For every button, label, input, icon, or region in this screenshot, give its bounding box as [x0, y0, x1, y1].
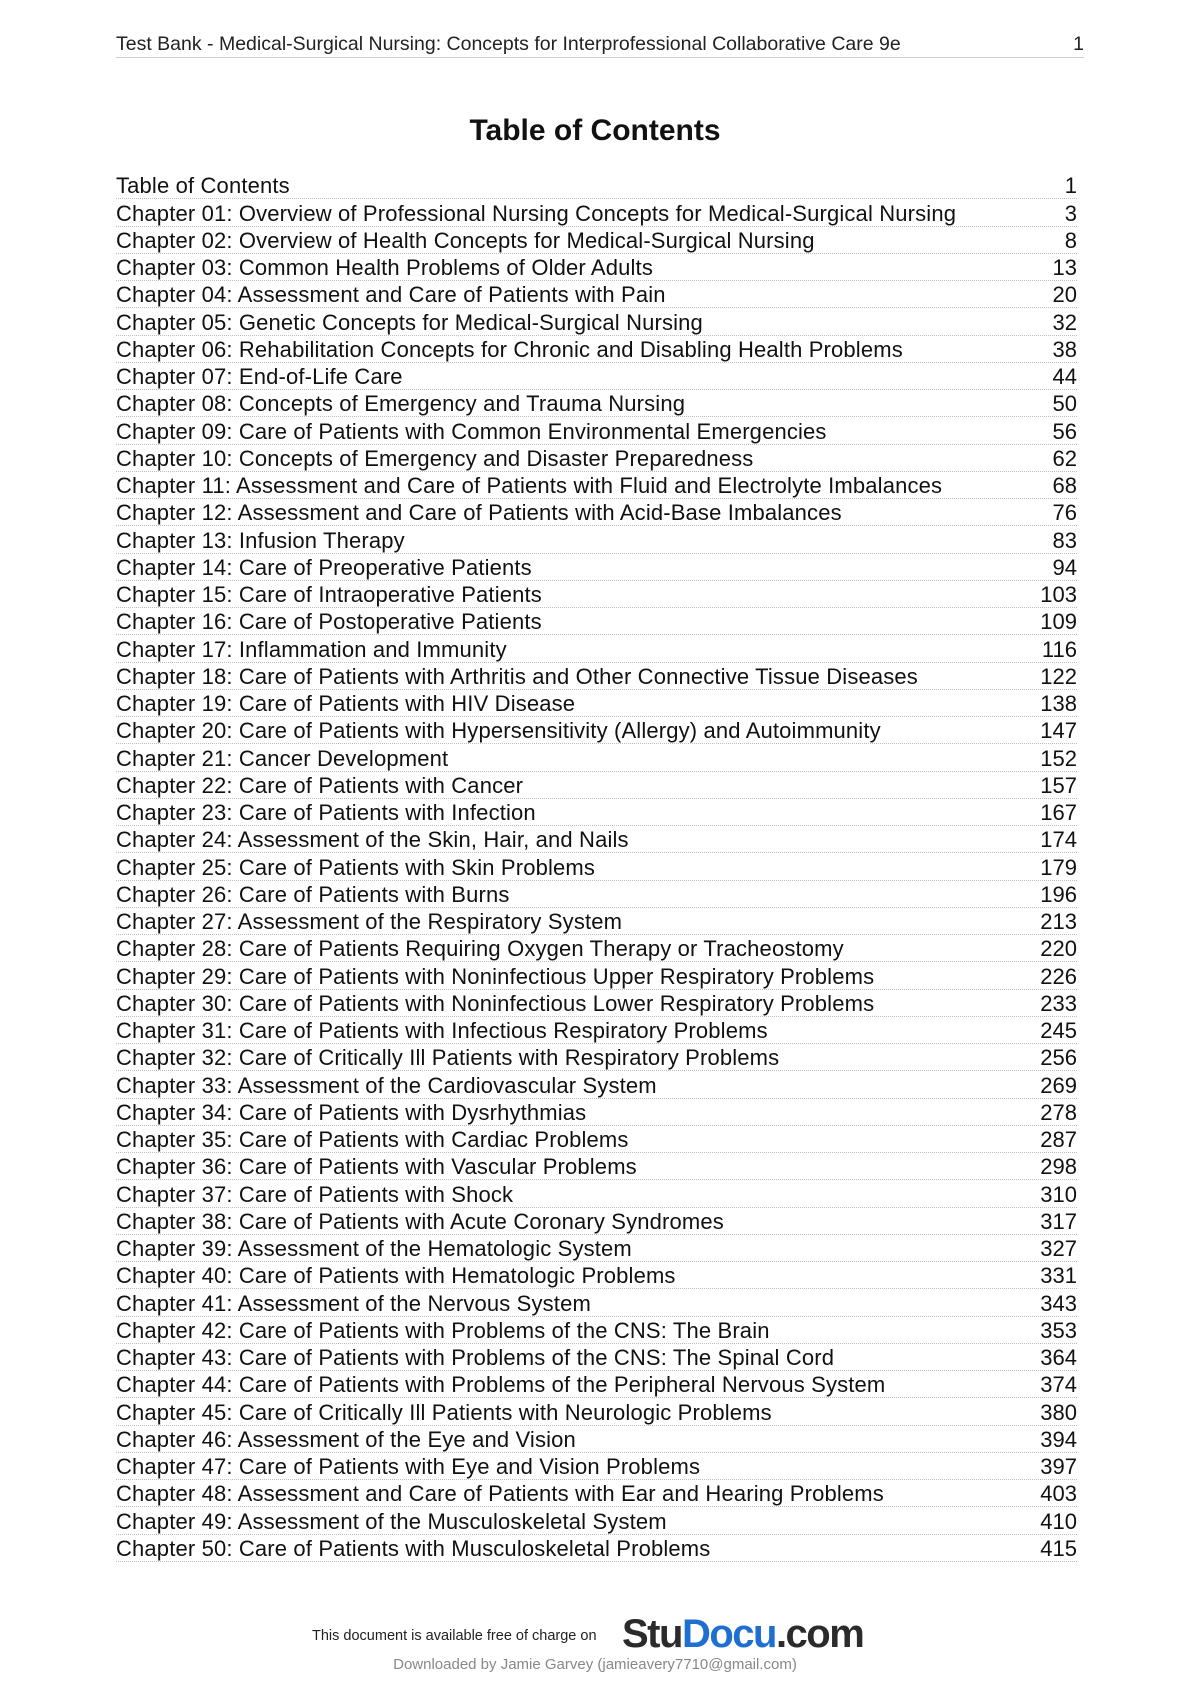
- toc-entry[interactable]: [116, 690, 1077, 717]
- toc-entry-title: Chapter 48: Assessment and Care of Patients with Ear and Hearing Problems: [116, 1481, 884, 1507]
- toc-entry-title: Chapter 10: Concepts of Emergency and Disaster Preparedness: [116, 445, 754, 471]
- toc-entry-title: Chapter 38: Care of Patients with Acute Coronary Syndromes: [116, 1208, 724, 1234]
- toc-entry[interactable]: [116, 744, 1077, 771]
- toc-entry-page: 68: [1052, 473, 1077, 498]
- logo-com: .com: [775, 1612, 864, 1656]
- toc-entry-page: 380: [1040, 1399, 1077, 1425]
- toc-entry-page: 394: [1040, 1426, 1077, 1452]
- toc-entry[interactable]: [116, 1153, 1077, 1180]
- toc-entry[interactable]: [116, 499, 1077, 526]
- toc-entry-page: 343: [1040, 1290, 1077, 1316]
- toc-entry-title: Chapter 14: Care of Preoperative Patients: [116, 554, 532, 580]
- toc-entry-page: 1: [1064, 173, 1077, 199]
- toc-entry[interactable]: [116, 908, 1077, 935]
- toc-entry-title: Chapter 44: Care of Patients with Problems of the Peripheral Nervous System: [116, 1372, 886, 1398]
- toc-entry-page: 415: [1040, 1535, 1077, 1561]
- toc-entry-page: 44: [1052, 364, 1077, 389]
- toc-entry-title: Chapter 20: Care of Patients with Hypersensitivity (Allergy) and Autoimmunity: [116, 718, 881, 744]
- toc-entry-title: Chapter 30: Care of Patients with Noninfectious Lower Respiratory Problems: [116, 990, 875, 1016]
- toc-entry-title: Chapter 26: Care of Patients with Burns: [116, 881, 510, 907]
- toc-entry[interactable]: [116, 1044, 1077, 1071]
- toc-entry-page: 147: [1040, 718, 1077, 744]
- toc-entry[interactable]: [116, 1262, 1077, 1289]
- toc-entry[interactable]: [116, 1099, 1077, 1126]
- toc-entry-page: 103: [1040, 582, 1077, 607]
- toc-entry-title: Chapter 07: End-of-Life Care: [116, 364, 403, 389]
- toc-entry-title: Chapter 36: Care of Patients with Vascular Problems: [116, 1154, 637, 1180]
- toc-entry-title: Chapter 08: Concepts of Emergency and Trauma Nursing: [116, 391, 686, 417]
- toc-entry[interactable]: [116, 962, 1077, 989]
- toc-entry[interactable]: [116, 1017, 1077, 1044]
- toc-entry[interactable]: [116, 172, 1077, 199]
- toc-entry-page: 233: [1040, 990, 1077, 1016]
- toc-entry-title: Chapter 03: Common Health Problems of Older Adults: [116, 255, 653, 280]
- toc-entry[interactable]: [116, 281, 1077, 308]
- toc-entry[interactable]: [116, 1371, 1077, 1398]
- toc-entry[interactable]: [116, 1317, 1077, 1344]
- toc-entry-title: Chapter 35: Care of Patients with Cardiac Problems: [116, 1127, 629, 1152]
- toc-entry-page: 32: [1052, 309, 1077, 335]
- toc-entry[interactable]: [116, 1426, 1077, 1453]
- toc-entry[interactable]: [116, 1344, 1077, 1371]
- toc-entry-title: Chapter 41: Assessment of the Nervous System: [116, 1290, 591, 1316]
- toc-entry-title: Chapter 25: Care of Patients with Skin Problems: [116, 854, 596, 880]
- toc-entry-title: Chapter 12: Assessment and Care of Patients with Acid-Base Imbalances: [116, 500, 842, 526]
- toc-entry-page: 397: [1040, 1454, 1077, 1479]
- toc-entry[interactable]: [116, 635, 1077, 662]
- toc-entry-title: Chapter 37: Care of Patients with Shock: [116, 1181, 514, 1207]
- toc-entry-page: 364: [1040, 1345, 1077, 1370]
- toc-entry-page: 38: [1052, 336, 1077, 362]
- toc-entry-title: Table of Contents: [116, 173, 290, 199]
- toc-entry[interactable]: [116, 308, 1077, 335]
- toc-entry-page: 157: [1040, 772, 1077, 798]
- toc-entry[interactable]: [116, 445, 1077, 472]
- toc-entry-page: 109: [1040, 609, 1077, 635]
- toc-entry[interactable]: [116, 472, 1077, 499]
- document-title: Test Bank - Medical-Surgical Nursing: Concepts for Interprofessional Collaborative Care 9e: [116, 33, 901, 55]
- toc-entry-title: Chapter 05: Genetic Concepts for Medical-Surgical Nursing: [116, 309, 703, 335]
- toc-entry[interactable]: [116, 1126, 1077, 1153]
- toc-entry-title: Chapter 28: Care of Patients Requiring Oxygen Therapy or Tracheostomy: [116, 936, 844, 962]
- toc-entry-page: 174: [1040, 827, 1077, 853]
- toc-entry[interactable]: [116, 199, 1077, 226]
- toc-entry[interactable]: [116, 1071, 1077, 1098]
- toc-entry[interactable]: [116, 853, 1077, 880]
- toc-entry-title: Chapter 16: Care of Postoperative Patients: [116, 609, 542, 635]
- toc-entry[interactable]: [116, 1398, 1077, 1425]
- page-footer: [0, 1612, 1190, 1660]
- toc-entry[interactable]: [116, 1507, 1077, 1534]
- toc-entry[interactable]: [116, 881, 1077, 908]
- toc-entry-title: Chapter 39: Assessment of the Hematologic System: [116, 1236, 632, 1261]
- toc-entry-title: Chapter 29: Care of Patients with Noninfectious Upper Respiratory Problems: [116, 963, 875, 989]
- toc-entry[interactable]: [116, 935, 1077, 962]
- toc-entry-page: 179: [1040, 854, 1077, 880]
- toc-entry-title: Chapter 11: Assessment and Care of Patients with Fluid and Electrolyte Imbalances: [116, 473, 943, 498]
- toc-entry-page: 226: [1040, 963, 1077, 989]
- availability-note: This document is available free of charge on: [312, 1628, 597, 1644]
- toc-entry-title: Chapter 46: Assessment of the Eye and Vision: [116, 1426, 576, 1452]
- studocu-logo[interactable]: [622, 1612, 863, 1656]
- toc-entry-title: Chapter 27: Assessment of the Respiratory System: [116, 909, 623, 934]
- toc-entry-title: Chapter 21: Cancer Development: [116, 745, 449, 771]
- toc-entry-page: 374: [1040, 1372, 1077, 1398]
- toc-entry-page: 62: [1052, 445, 1077, 471]
- toc-entry-title: Chapter 33: Assessment of the Cardiovascular System: [116, 1072, 657, 1098]
- toc-entry-title: Chapter 09: Care of Patients with Common Environmental Emergencies: [116, 418, 827, 444]
- toc-entry-page: 278: [1040, 1099, 1077, 1125]
- toc-entry-page: 220: [1040, 936, 1077, 962]
- toc-entry[interactable]: [116, 1289, 1077, 1316]
- toc-entry[interactable]: [116, 581, 1077, 608]
- toc-entry[interactable]: [116, 227, 1077, 254]
- toc-entry-page: 353: [1040, 1317, 1077, 1343]
- toc-entry-page: 83: [1052, 527, 1077, 553]
- toc-entry-page: 213: [1040, 909, 1077, 934]
- toc-entry-page: 116: [1041, 636, 1077, 662]
- toc-entry[interactable]: [116, 336, 1077, 363]
- toc-entry-page: 245: [1040, 1018, 1077, 1043]
- toc-entry-page: 50: [1052, 391, 1077, 417]
- toc-entry[interactable]: [116, 990, 1077, 1017]
- toc-entry-title: Chapter 24: Assessment of the Skin, Hair, and Nails: [116, 827, 629, 853]
- toc-entry-title: Chapter 15: Care of Intraoperative Patients: [116, 582, 542, 607]
- toc-entry-page: 298: [1040, 1154, 1077, 1180]
- toc-entry[interactable]: [116, 799, 1077, 826]
- logo-docu: Docu: [681, 1612, 776, 1656]
- toc-entry[interactable]: [116, 1235, 1077, 1262]
- toc-entry-title: Chapter 47: Care of Patients with Eye and Vision Problems: [116, 1454, 701, 1479]
- page-header: [116, 33, 1084, 58]
- toc-entry-page: 327: [1040, 1236, 1077, 1261]
- toc-entry-page: 256: [1040, 1045, 1077, 1071]
- toc-entry-title: Chapter 43: Care of Patients with Problems of the CNS: The Spinal Cord: [116, 1345, 835, 1370]
- toc-entry-title: Chapter 23: Care of Patients with Infection: [116, 800, 536, 825]
- toc-entry[interactable]: [116, 363, 1077, 390]
- toc-entry[interactable]: [116, 608, 1077, 635]
- toc-entry-title: Chapter 22: Care of Patients with Cancer: [116, 772, 524, 798]
- toc-entry-title: Chapter 04: Assessment and Care of Patients with Pain: [116, 282, 666, 308]
- downloaded-by-note: Downloaded by Jamie Garvey (jamieavery7710@gmail.com): [393, 1656, 797, 1673]
- toc-entry-title: Chapter 45: Care of Critically Ill Patients with Neurologic Problems: [116, 1399, 772, 1425]
- toc-entry-page: 287: [1040, 1127, 1077, 1152]
- toc-entry-title: Chapter 34: Care of Patients with Dysrhythmias: [116, 1099, 587, 1125]
- toc-entry[interactable]: [116, 1180, 1077, 1207]
- toc-entry[interactable]: [116, 1208, 1077, 1235]
- toc-entry-page: 3: [1064, 200, 1077, 226]
- toc-entry[interactable]: [116, 417, 1077, 444]
- toc-entry[interactable]: [116, 772, 1077, 799]
- toc-entry-page: 122: [1040, 663, 1077, 689]
- toc-entry-page: 317: [1040, 1208, 1077, 1234]
- toc-entry-title: Chapter 50: Care of Patients with Musculoskeletal Problems: [116, 1535, 711, 1561]
- toc-entry-page: 94: [1052, 554, 1077, 580]
- toc-entry-title: Chapter 01: Overview of Professional Nursing Concepts for Medical-Surgical Nursing: [116, 200, 957, 226]
- toc-entry-page: 310: [1040, 1181, 1077, 1207]
- toc-entry-title: Chapter 18: Care of Patients with Arthritis and Other Connective Tissue Diseases: [116, 663, 918, 689]
- toc-entry-title: Chapter 32: Care of Critically Ill Patients with Respiratory Problems: [116, 1045, 780, 1071]
- toc-entry-page: 331: [1040, 1263, 1077, 1289]
- toc-entry[interactable]: [116, 1453, 1077, 1480]
- toc-entry-title: Chapter 17: Inflammation and Immunity: [116, 636, 507, 662]
- toc-entry-title: Chapter 06: Rehabilitation Concepts for Chronic and Disabling Health Problems: [116, 336, 903, 362]
- toc-entry[interactable]: [116, 663, 1077, 690]
- toc-entry-page: 20: [1052, 282, 1077, 308]
- toc-entry[interactable]: [116, 1535, 1077, 1562]
- toc-entry-page: 8: [1064, 227, 1077, 253]
- toc-entry[interactable]: [116, 526, 1077, 553]
- toc-entry-title: Chapter 19: Care of Patients with HIV Disease: [116, 691, 576, 716]
- toc-entry-title: Chapter 13: Infusion Therapy: [116, 527, 405, 553]
- toc-entry[interactable]: [116, 1480, 1077, 1507]
- logo-stu: Stu: [622, 1612, 682, 1656]
- toc-entry-title: Chapter 49: Assessment of the Musculoskeletal System: [116, 1508, 667, 1534]
- toc-entry[interactable]: [116, 826, 1077, 853]
- toc-entry[interactable]: [116, 390, 1077, 417]
- page-number: 1: [1073, 33, 1084, 55]
- toc-entry-page: 196: [1040, 881, 1077, 907]
- toc-entry-title: Chapter 02: Overview of Health Concepts for Medical-Surgical Nursing: [116, 227, 815, 253]
- toc-entry-page: 13: [1052, 255, 1077, 280]
- toc-entry-title: Chapter 31: Care of Patients with Infectious Respiratory Problems: [116, 1018, 768, 1043]
- toc-entry-title: Chapter 42: Care of Patients with Problems of the CNS: The Brain: [116, 1317, 770, 1343]
- toc-heading: Table of Contents: [469, 114, 721, 147]
- toc-entry[interactable]: [116, 254, 1077, 281]
- toc-entry-page: 152: [1040, 745, 1077, 771]
- toc-entry-page: 56: [1052, 418, 1077, 444]
- toc-entry-page: 167: [1040, 800, 1077, 825]
- toc-entry[interactable]: [116, 554, 1077, 581]
- toc-entry[interactable]: [116, 717, 1077, 744]
- toc-entry-page: 76: [1052, 500, 1077, 526]
- table-of-contents: [116, 172, 1077, 1562]
- toc-entry-page: 403: [1040, 1481, 1077, 1507]
- toc-entry-page: 138: [1040, 691, 1077, 716]
- toc-entry-title: Chapter 40: Care of Patients with Hematologic Problems: [116, 1263, 676, 1289]
- toc-entry-page: 410: [1040, 1508, 1077, 1534]
- toc-entry-page: 269: [1040, 1072, 1077, 1098]
